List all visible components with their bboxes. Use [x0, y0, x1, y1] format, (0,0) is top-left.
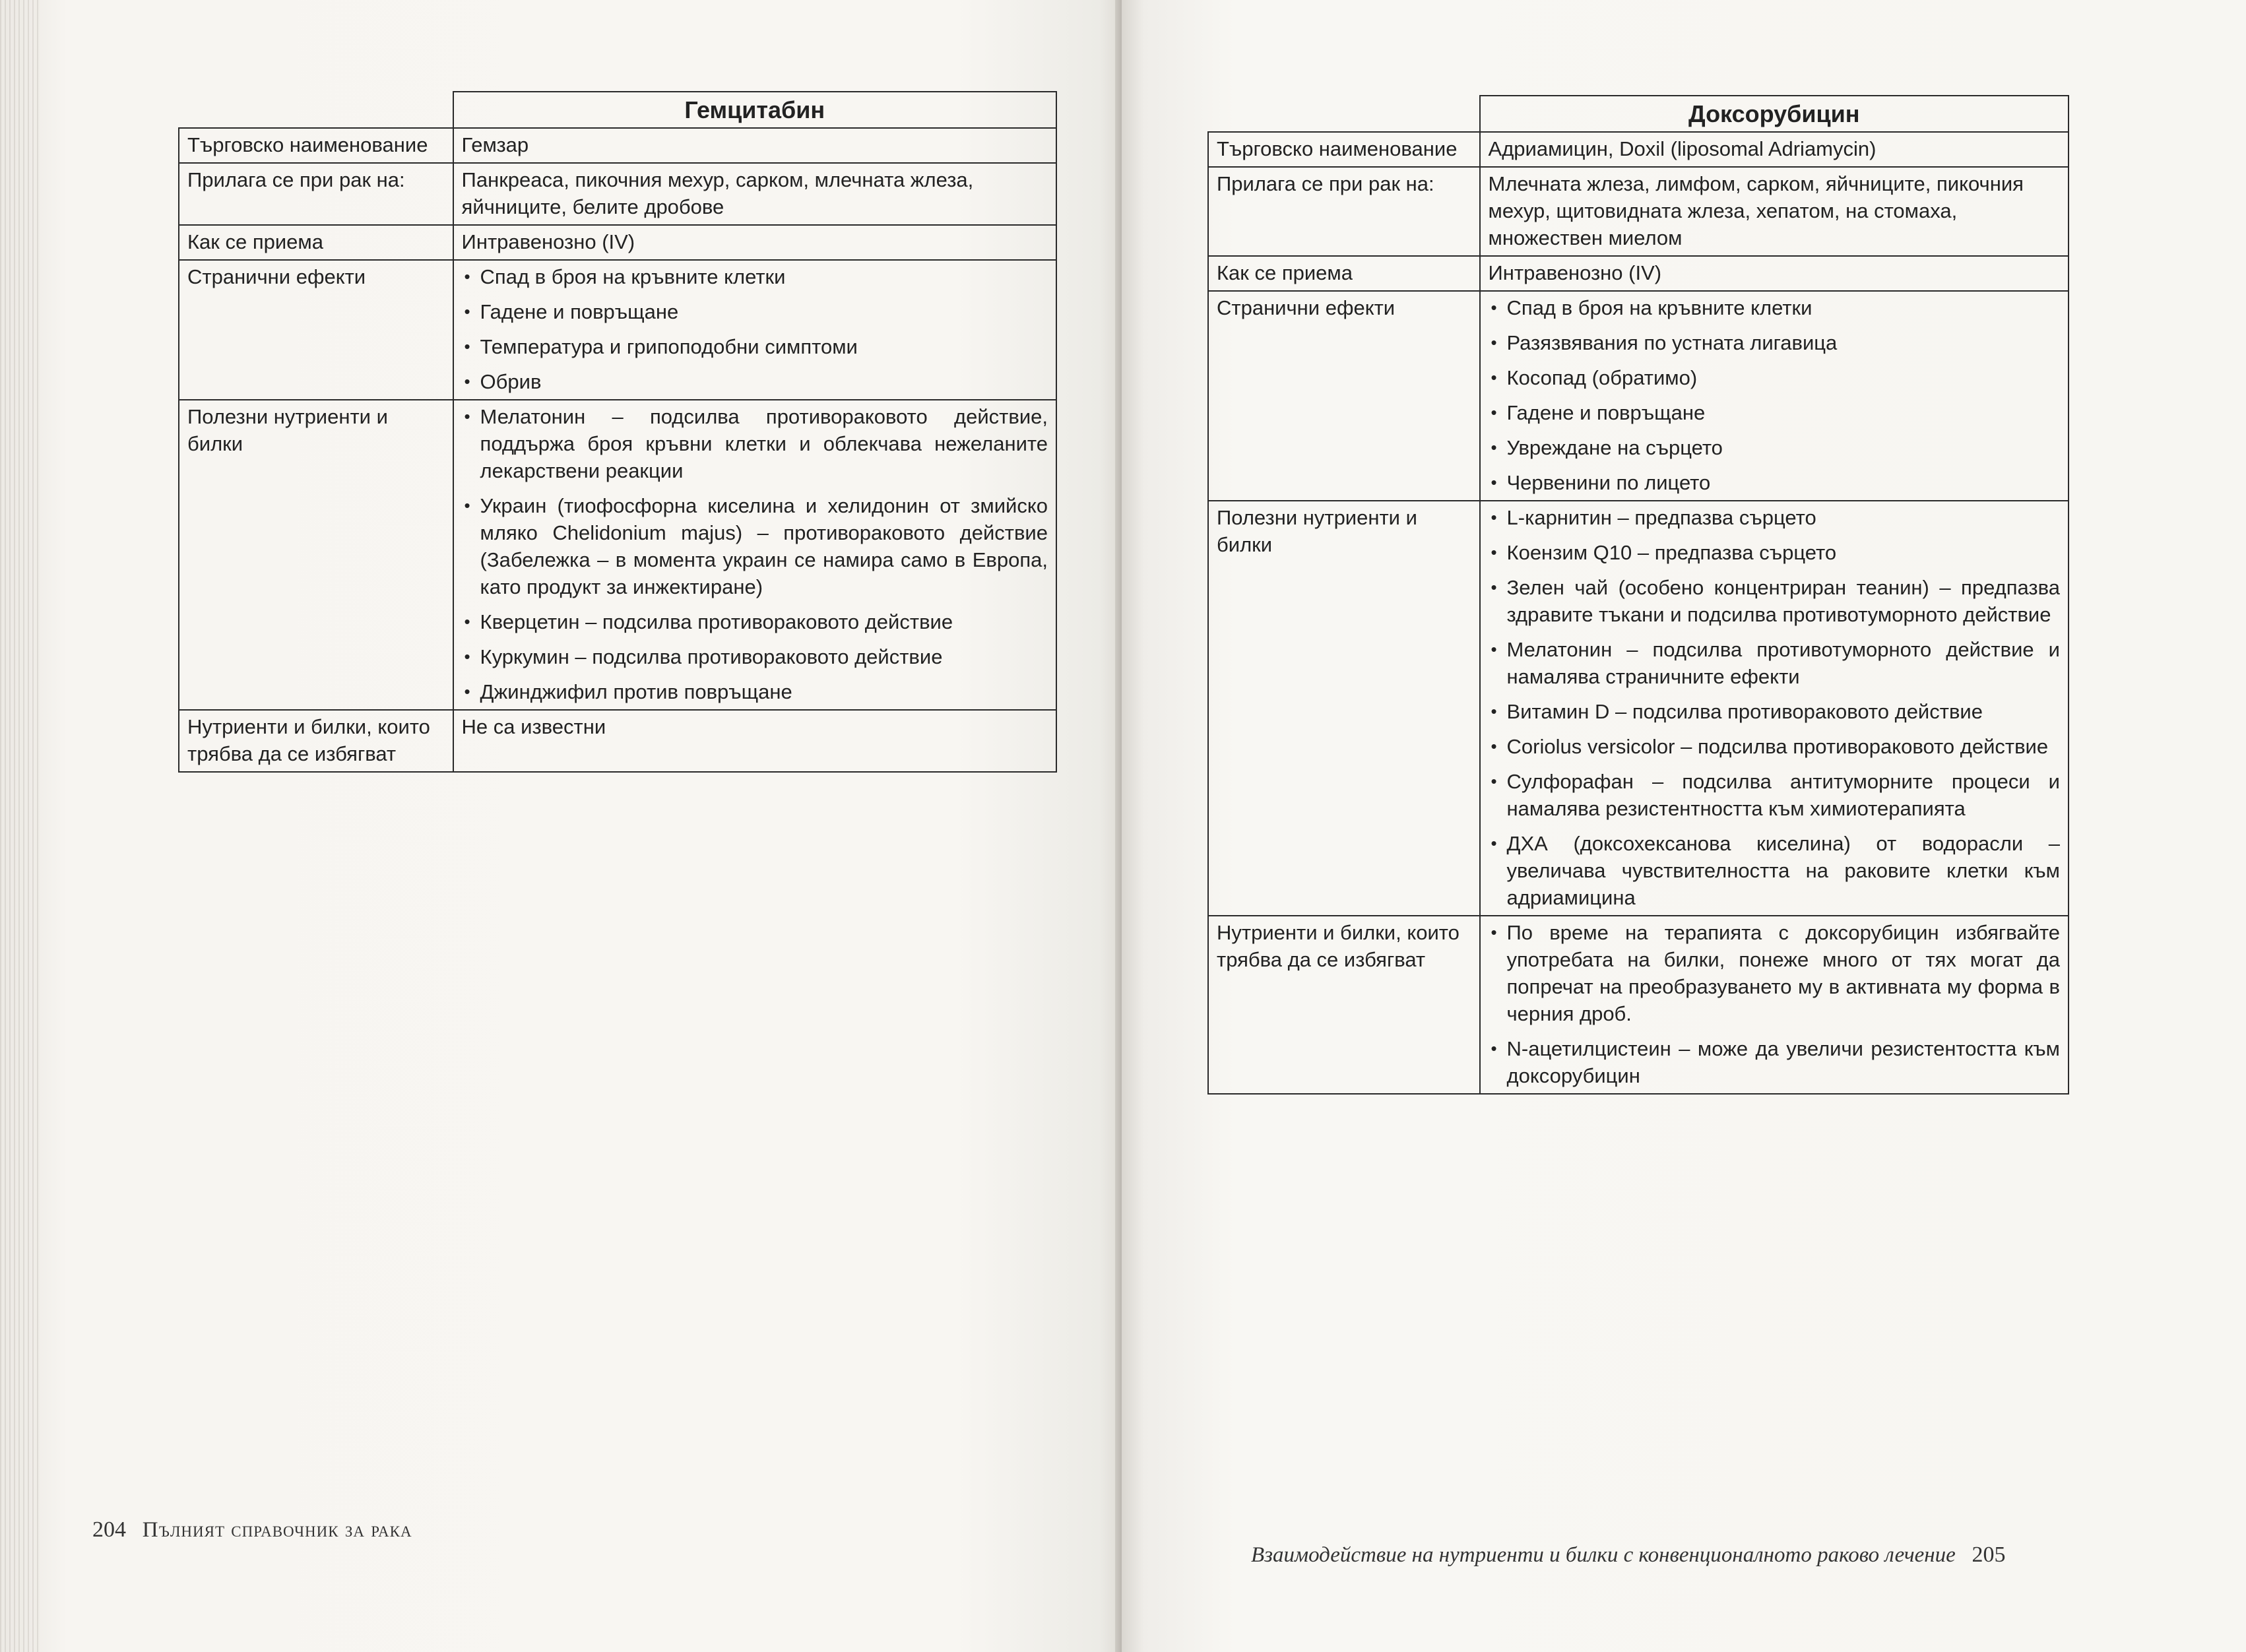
- left-page: [0, 0, 1122, 1652]
- table-title: Доксорубицин: [1480, 96, 2069, 132]
- bullet-list: [462, 403, 1048, 705]
- table-row: [1208, 916, 2069, 1094]
- row-value: [1480, 916, 2069, 1094]
- list-item: • Гадене и повръщане: [1489, 399, 2060, 426]
- row-label: Полезни нутриенти и билки: [1208, 501, 1480, 916]
- table-corner: [1208, 96, 1480, 132]
- right-page: [1122, 0, 2246, 1652]
- table-row: [1208, 256, 2069, 291]
- row-value: Интравенозно (IV): [1480, 256, 2069, 291]
- page-number: 204: [92, 1517, 126, 1542]
- list-item: • Температура и грипоподобни симптоми: [462, 333, 1048, 360]
- row-value: Адриамицин, Doxil (liposomal Adriamycin): [1480, 132, 2069, 167]
- table-corner: [179, 92, 453, 128]
- doxorubicin-table: [1207, 95, 2069, 1095]
- table-body: [179, 128, 1056, 772]
- list-item: • Увреждане на сърцето: [1489, 434, 2060, 461]
- list-item: • Коензим Q10 – предпазва сърцето: [1489, 539, 2060, 566]
- bullet-list: [1489, 919, 2060, 1089]
- table-row: [179, 163, 1056, 225]
- table-row: [1208, 167, 2069, 256]
- row-label: Как се приема: [1208, 256, 1480, 291]
- table-title: Гемцитабин: [453, 92, 1056, 128]
- table-row: [179, 710, 1056, 772]
- table-body: [1208, 132, 2069, 1094]
- list-item: • Джинджифил против повръщане: [462, 678, 1048, 705]
- row-value: Млечната жлеза, лимфом, сарком, яйчниците, пикочния мехур, щитовидната жлеза, хепатом, на стомаха, множествен миелом: [1480, 167, 2069, 256]
- list-item: • Витамин D – подсилва противораковото действие: [1489, 698, 2060, 725]
- list-item: • Гадене и повръщане: [462, 298, 1048, 325]
- row-value: Не са известни: [453, 710, 1056, 772]
- bullet-list: [462, 263, 1048, 395]
- row-value: [1480, 501, 2069, 916]
- bullet-list: [1489, 294, 2060, 496]
- row-value: [453, 260, 1056, 400]
- list-item: • Сулфорафан – подсилва антитуморните процеси и намалява резистентността към химиотерапията: [1489, 768, 2060, 822]
- row-label: Странични ефекти: [1208, 291, 1480, 501]
- table-row: [179, 128, 1056, 163]
- list-item: • Спад в броя на кръвните клетки: [462, 263, 1048, 290]
- row-label: Прилага се при рак на:: [1208, 167, 1480, 256]
- row-value: Панкреаса, пикочния мехур, сарком, млечната жлеза, яйчниците, белите дробове: [453, 163, 1056, 225]
- bullet-list: [1489, 504, 2060, 911]
- table-row: [1208, 291, 2069, 501]
- row-value: [1480, 291, 2069, 501]
- row-value: Интравенозно (IV): [453, 225, 1056, 260]
- list-item: • ДХА (доксохексанова киселина) от водорасли – увеличава чувствителността на раковите клетки към адриамицина: [1489, 830, 2060, 911]
- gemcitabine-table: [178, 91, 1057, 773]
- list-item: • Спад в броя на кръвните клетки: [1489, 294, 2060, 321]
- row-label: Как се приема: [179, 225, 453, 260]
- row-label: Нутриенти и билки, които трябва да се избягват: [1208, 916, 1480, 1094]
- list-item: • Куркумин – подсилва противораковото действие: [462, 643, 1048, 670]
- row-label: Нутриенти и билки, които трябва да се избягват: [179, 710, 453, 772]
- list-item: • Coriolus versicolor – подсилва противораковото действие: [1489, 733, 2060, 760]
- list-item: • Мелатонин – подсилва противотуморното действие и намалява страничните ефекти: [1489, 636, 2060, 690]
- list-item: • Украин (тиофосфорна киселина и хелидонин от змийско мляко Chelidonium majus) – противораковото действие (Забележка – в момента украин се намира само в Европа, като продукт за инжектиране): [462, 492, 1048, 600]
- right-footer: [1251, 1542, 2006, 1568]
- row-label: Прилага се при рак на:: [179, 163, 453, 225]
- book-title: Пълният справочник за рака: [142, 1518, 412, 1542]
- table-row: [179, 260, 1056, 400]
- list-item: • L-карнитин – предпазва сърцето: [1489, 504, 2060, 531]
- list-item: • Обрив: [462, 368, 1048, 395]
- table-row: [179, 225, 1056, 260]
- row-label: Полезни нутриенти и билки: [179, 400, 453, 710]
- list-item: • Кверцетин – подсилва противораковото действие: [462, 608, 1048, 635]
- list-item: • По време на терапията с доксорубицин избягвайте употребата на билки, понеже много от тях могат да попречат на преобразуването му в активната му форма в черния дроб.: [1489, 919, 2060, 1027]
- list-item: • Косопад (обратимо): [1489, 364, 2060, 391]
- list-item: • Зелен чай (особено концентриран теанин) – предпазва здравите тъкани и подсилва противотуморното действие: [1489, 574, 2060, 628]
- list-item: • N-ацетилцистеин – може да увеличи резистентостта към доксорубицин: [1489, 1035, 2060, 1089]
- page-edge-decoration: [0, 0, 40, 1652]
- list-item: • Мелатонин – подсилва противораковото действие, поддържа броя кръвни клетки и облекчава нежеланите лекарствени реакции: [462, 403, 1048, 484]
- row-value: Гемзар: [453, 128, 1056, 163]
- row-value: [453, 400, 1056, 710]
- list-item: • Разязвявания по устната лигавица: [1489, 329, 2060, 356]
- running-title: Взаимодействие на нутриенти и билки с конвенционалното раково лечение: [1251, 1543, 1956, 1567]
- table-row: [179, 400, 1056, 710]
- page-number: 205: [1972, 1542, 2006, 1567]
- row-label: Търговско наименование: [179, 128, 453, 163]
- row-label: Странични ефекти: [179, 260, 453, 400]
- left-footer: [92, 1517, 412, 1542]
- list-item: • Червенини по лицето: [1489, 469, 2060, 496]
- row-label: Търговско наименование: [1208, 132, 1480, 167]
- table-row: [1208, 132, 2069, 167]
- table-row: [1208, 501, 2069, 916]
